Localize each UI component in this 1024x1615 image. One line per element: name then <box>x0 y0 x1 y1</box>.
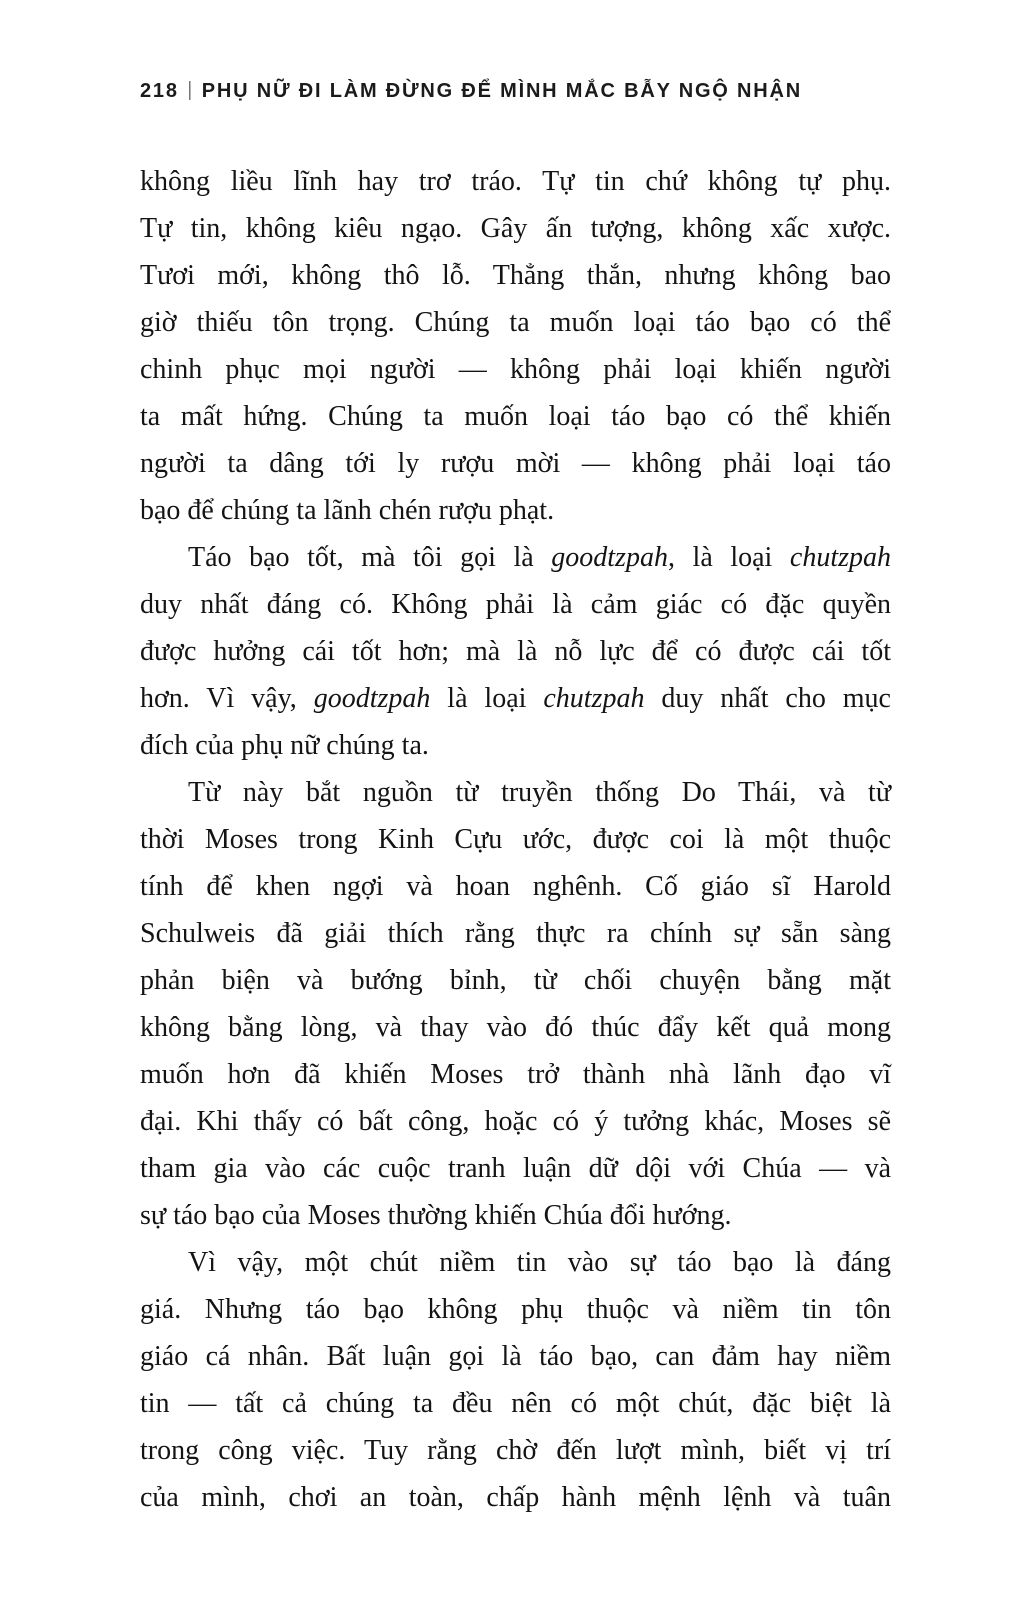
text-run: chinh phục mọi người — không phải loại khiến người <box>140 354 891 385</box>
text-run: hơn. Vì vậy, <box>140 683 314 714</box>
text-run: giá. Nhưng táo bạo không phụ thuộc và niềm tin tôn <box>140 1294 891 1325</box>
text-line <box>140 628 891 675</box>
text-line <box>140 957 891 1004</box>
italic-term: goodtzpah <box>313 683 431 714</box>
text-run: thời Moses trong Kinh Cựu ước, được coi là một thuộc <box>140 824 891 855</box>
text-line <box>140 581 891 628</box>
text-line <box>140 1380 891 1427</box>
paragraph <box>140 158 891 534</box>
text-line <box>140 910 891 957</box>
italic-term: chutzpah <box>543 683 645 714</box>
italic-term: chutzpah <box>789 542 891 573</box>
paragraph <box>140 1239 891 1521</box>
text-run: Từ này bắt nguồn từ truyền thống Do Thái, và từ <box>188 777 891 808</box>
text-run: được hưởng cái tốt hơn; mà là nỗ lực để có được cái tốt <box>140 636 891 667</box>
text-line <box>140 205 891 252</box>
text-run: Vì vậy, một chút niềm tin vào sự táo bạo là đáng <box>188 1247 891 1278</box>
text-line <box>140 1004 891 1051</box>
text-line <box>140 440 891 487</box>
text-line <box>140 1145 891 1192</box>
running-title: PHỤ NỮ ĐI LÀM ĐỪNG ĐỂ MÌNH MẮC BẪY NGỘ NHẬN <box>201 80 802 102</box>
page-body <box>140 158 891 1521</box>
text-run: muốn hơn đã khiến Moses trở thành nhà lãnh đạo vĩ <box>140 1059 891 1090</box>
text-run: duy nhất cho mục <box>644 683 891 714</box>
text-run: Tươi mới, không thô lỗ. Thẳng thắn, nhưng không bao <box>140 260 891 291</box>
text-line <box>140 675 891 722</box>
text-run: Schulweis đã giải thích rằng thực ra chính sự sẵn sàng <box>140 918 891 949</box>
text-line <box>140 487 891 534</box>
text-run: đại. Khi thấy có bất công, hoặc có ý tưởng khác, Moses sẽ <box>140 1106 891 1137</box>
text-run: phản biện và bướng bỉnh, từ chối chuyện bằng mặt <box>140 965 891 996</box>
text-run: người ta dâng tới ly rượu mời — không phải loại táo <box>140 448 891 479</box>
page-number: 218 <box>140 80 179 102</box>
text-line <box>140 346 891 393</box>
text-run: duy nhất đáng có. Không phải là cảm giác có đặc quyền <box>140 589 891 620</box>
text-line <box>140 158 891 205</box>
text-line <box>140 1239 891 1286</box>
text-run: sự táo bạo của Moses thường khiến Chúa đổi hướng. <box>140 1200 732 1231</box>
paragraph <box>140 534 891 769</box>
text-run: không bằng lòng, và thay vào đó thúc đẩy kết quả mong <box>140 1012 891 1043</box>
text-run: ta mất hứng. Chúng ta muốn loại táo bạo có thể khiến <box>140 401 891 432</box>
text-run: tham gia vào các cuộc tranh luận dữ dội với Chúa — và <box>140 1153 891 1184</box>
text-line <box>140 393 891 440</box>
text-line <box>140 1051 891 1098</box>
text-line <box>140 252 891 299</box>
text-run: trong công việc. Tuy rằng chờ đến lượt mình, biết vị trí <box>140 1435 891 1466</box>
text-run: bạo để chúng ta lãnh chén rượu phạt. <box>140 495 555 526</box>
text-run: giáo cá nhân. Bất luận gọi là táo bạo, can đảm hay niềm <box>140 1341 891 1372</box>
text-run: không liều lĩnh hay trơ tráo. Tự tin chứ không tự phụ. <box>140 166 891 197</box>
text-line <box>140 1192 891 1239</box>
italic-term: goodtzpah <box>551 542 668 573</box>
text-line <box>140 299 891 346</box>
text-line <box>140 1098 891 1145</box>
header-separator: | <box>187 79 193 101</box>
text-run: Táo bạo tốt, mà tôi gọi là <box>188 542 552 573</box>
text-line <box>140 1427 891 1474</box>
text-line <box>140 1286 891 1333</box>
text-line <box>140 816 891 863</box>
text-line <box>140 863 891 910</box>
text-run: là loại <box>430 683 544 714</box>
paragraph <box>140 769 891 1239</box>
text-line <box>140 1474 891 1521</box>
text-run: Tự tin, không kiêu ngạo. Gây ấn tượng, không xấc xược. <box>140 213 891 244</box>
text-run: tính để khen ngợi và hoan nghênh. Cố giáo sĩ Harold <box>140 871 891 902</box>
text-run: của mình, chơi an toàn, chấp hành mệnh lệnh và tuân <box>140 1482 891 1513</box>
text-line <box>140 534 891 581</box>
text-run: tin — tất cả chúng ta đều nên có một chút, đặc biệt là <box>140 1388 891 1419</box>
text-line <box>140 769 891 816</box>
text-line <box>140 1333 891 1380</box>
text-line <box>140 722 891 769</box>
text-run: đích của phụ nữ chúng ta. <box>140 730 429 761</box>
text-run: giờ thiếu tôn trọng. Chúng ta muốn loại táo bạo có thể <box>140 307 891 338</box>
text-run: , là loại <box>667 542 790 573</box>
running-header <box>140 80 900 103</box>
